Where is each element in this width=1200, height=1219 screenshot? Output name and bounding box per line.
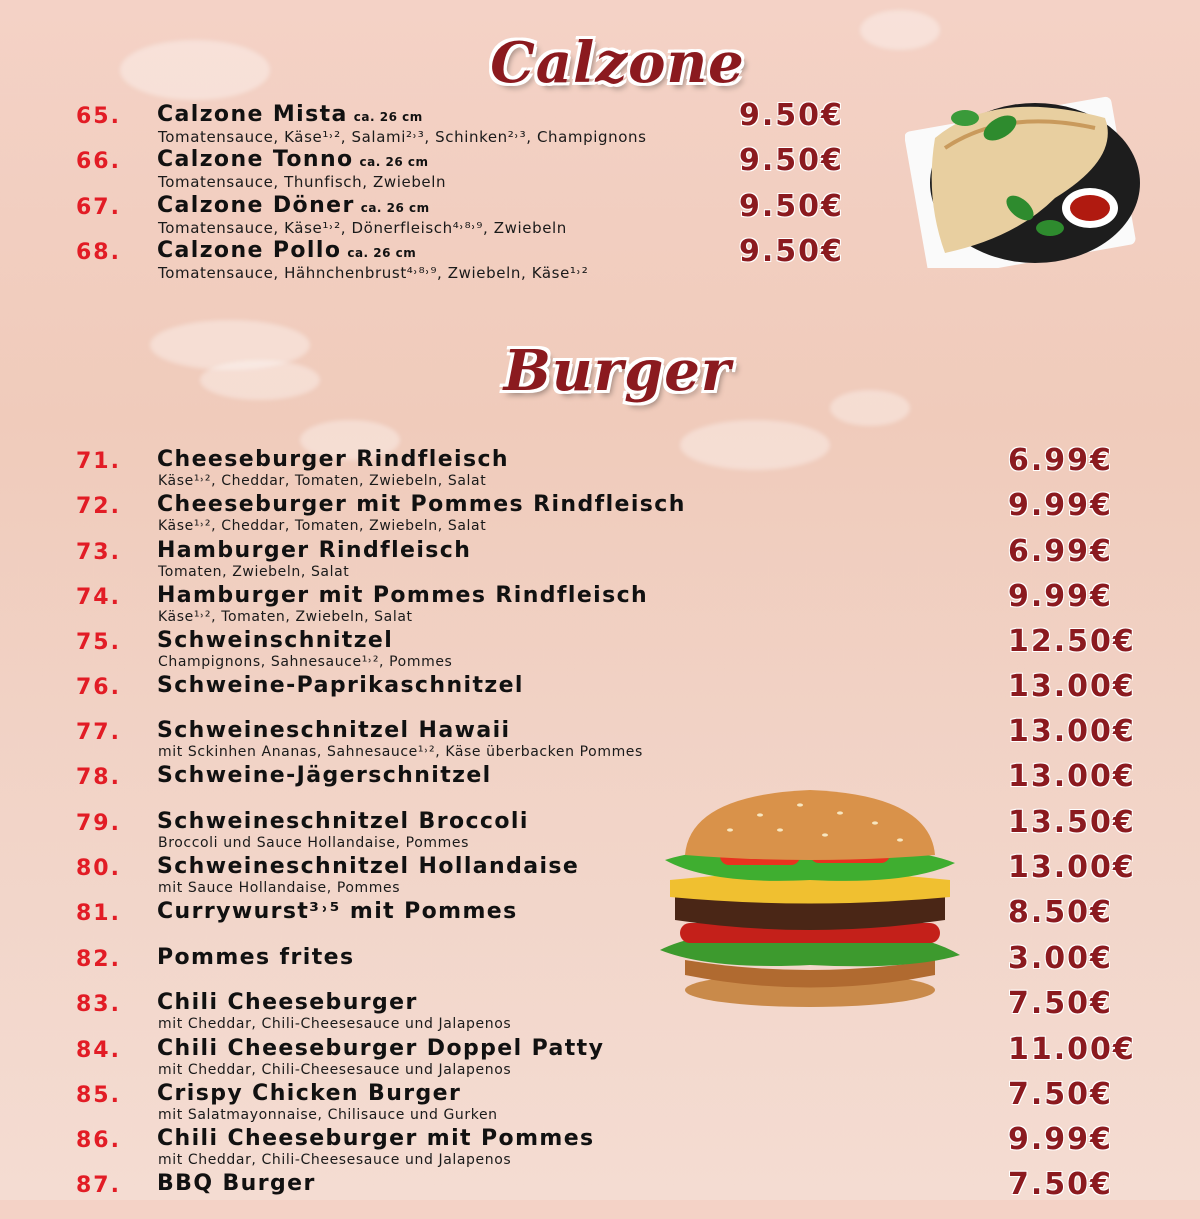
item-name-text: Calzone Mista: [157, 102, 348, 127]
item-name: [157, 763, 492, 788]
item-number: 73.: [76, 540, 121, 565]
item-name-text: Schweineschnitzel Broccoli: [157, 809, 529, 834]
item-name: [157, 673, 524, 698]
item-price: 7.50€: [1008, 1077, 1113, 1112]
item-price: 13.50€: [1008, 805, 1136, 840]
item-name: [157, 809, 529, 834]
item-price: 13.00€: [1008, 759, 1136, 794]
item-name: [157, 538, 471, 563]
item-name-text: Schweineschnitzel Hollandaise: [157, 854, 580, 879]
item-name-text: Cheeseburger mit Pommes Rindfleisch: [157, 492, 686, 517]
item-description: mit Cheddar, Chili-Cheesesauce und Jalapenos: [158, 1016, 512, 1032]
item-price: 9.50€: [739, 98, 844, 133]
item-description: Tomaten, Zwiebeln, Salat: [158, 564, 350, 580]
item-name-text: Pommes frites: [157, 945, 355, 970]
item-description: Käse¹˒², Cheddar, Tomaten, Zwiebeln, Salat: [158, 518, 487, 534]
item-number: 81.: [76, 901, 121, 926]
item-number: 67.: [76, 195, 121, 220]
item-name: [157, 718, 510, 743]
item-price: 7.50€: [1008, 986, 1113, 1021]
item-number: 65.: [76, 104, 121, 129]
item-size: ca. 26 cm: [353, 110, 423, 124]
item-description: mit Cheddar, Chili-Cheesesauce und Jalapenos: [158, 1152, 512, 1168]
item-number: 86.: [76, 1128, 121, 1153]
item-number: 71.: [76, 449, 121, 474]
item-number: 85.: [76, 1083, 121, 1108]
item-name: [157, 1171, 316, 1196]
item-description: Tomatensauce, Thunfisch, Zwiebeln: [158, 173, 447, 191]
item-price: 9.50€: [739, 189, 844, 224]
item-number: 80.: [76, 856, 121, 881]
item-price: 11.00€: [1008, 1032, 1136, 1067]
item-number: 74.: [76, 585, 121, 610]
item-description: Tomatensauce, Käse¹˒², Salami²˒³, Schinken²˒³, Champignons: [158, 128, 647, 146]
item-price: 3.00€: [1008, 941, 1113, 976]
menu-item-row: [0, 1167, 1200, 1219]
item-description: Tomatensauce, Hähnchenbrust⁴˒⁸˒⁹, Zwiebeln, Käse¹˒²: [158, 264, 589, 282]
item-price: 9.50€: [739, 234, 844, 269]
item-name-text: Chili Cheeseburger mit Pommes: [157, 1126, 595, 1151]
item-name-text: Calzone Döner: [157, 193, 355, 218]
item-number: 75.: [76, 630, 121, 655]
item-description: Käse¹˒², Cheddar, Tomaten, Zwiebeln, Salat: [158, 473, 487, 489]
item-price: 7.50€: [1008, 1167, 1113, 1202]
item-name-text: Currywurst³˒⁵ mit Pommes: [157, 899, 518, 924]
item-name-text: Schweine-Jägerschnitzel: [157, 763, 492, 788]
item-number: 87.: [76, 1173, 121, 1198]
item-number: 78.: [76, 765, 121, 790]
item-price: 9.99€: [1008, 488, 1113, 523]
item-price: 8.50€: [1008, 895, 1113, 930]
item-price: 9.99€: [1008, 1122, 1113, 1157]
item-description: mit Cheddar, Chili-Cheesesauce und Jalapenos: [158, 1062, 512, 1078]
item-number: 79.: [76, 811, 121, 836]
item-name: [157, 990, 418, 1015]
item-number: 84.: [76, 1038, 121, 1063]
item-price: 9.99€: [1008, 579, 1113, 614]
item-price: 13.00€: [1008, 714, 1136, 749]
item-name: [157, 899, 518, 924]
item-name-text: Calzone Pollo: [157, 238, 342, 263]
item-name: [157, 147, 428, 172]
item-description: Broccoli und Sauce Hollandaise, Pommes: [158, 835, 469, 851]
item-price: 6.99€: [1008, 443, 1113, 478]
item-price: 12.50€: [1008, 624, 1136, 659]
item-number: 83.: [76, 992, 121, 1017]
item-number: 72.: [76, 494, 121, 519]
item-name: [157, 102, 423, 127]
item-number: 76.: [76, 675, 121, 700]
item-size: ca. 26 cm: [359, 155, 429, 169]
item-name: [157, 1036, 604, 1061]
item-name-text: Schweineschnitzel Hawaii: [157, 718, 511, 743]
item-name: [157, 193, 430, 218]
item-number: 66.: [76, 149, 121, 174]
item-name: [157, 583, 648, 608]
item-price: 6.99€: [1008, 534, 1113, 569]
burger-photo: [650, 785, 970, 1010]
item-name: [157, 854, 579, 879]
item-name-text: Schweine-Paprikaschnitzel: [157, 673, 524, 698]
item-price: 9.50€: [739, 143, 844, 178]
calzone-photo: [905, 78, 1140, 268]
item-name: [157, 945, 354, 970]
item-name-text: Chili Cheeseburger: [157, 990, 418, 1015]
item-name: [157, 628, 393, 653]
item-name-text: Chili Cheeseburger Doppel Patty: [157, 1036, 605, 1061]
item-name: [157, 1126, 595, 1151]
item-size: ca. 26 cm: [347, 246, 417, 260]
calzone-section-title: Calzone: [490, 30, 745, 96]
item-size: ca. 26 cm: [360, 201, 430, 215]
item-description: mit Sckinhen Ananas, Sahnesauce¹˒², Käse überbacken Pommes: [158, 744, 643, 760]
item-description: Champignons, Sahnesauce¹˒², Pommes: [158, 654, 453, 670]
item-name-text: Schweinschnitzel: [157, 628, 394, 653]
burger-section-title: Burger: [503, 338, 732, 404]
item-price: 13.00€: [1008, 850, 1136, 885]
item-name-text: Calzone Tonno: [157, 147, 354, 172]
item-description: mit Salatmayonnaise, Chilisauce und Gurken: [158, 1107, 498, 1123]
item-description: Käse¹˒², Tomaten, Zwiebeln, Salat: [158, 609, 413, 625]
item-name-text: BBQ Burger: [157, 1171, 316, 1196]
item-description: Tomatensauce, Käse¹˒², Dönerfleisch⁴˒⁸˒⁹, Zwiebeln: [158, 219, 567, 237]
item-name-text: Cheeseburger Rindfleisch: [157, 447, 509, 472]
item-name: [157, 447, 509, 472]
item-description: mit Sauce Hollandaise, Pommes: [158, 880, 401, 896]
item-name: [157, 1081, 461, 1106]
item-price: 13.00€: [1008, 669, 1136, 704]
item-name-text: Hamburger Rindfleisch: [157, 538, 472, 563]
item-number: 68.: [76, 240, 121, 265]
item-name-text: Crispy Chicken Burger: [157, 1081, 462, 1106]
item-name-text: Hamburger mit Pommes Rindfleisch: [157, 583, 649, 608]
item-name: [157, 238, 416, 263]
item-number: 77.: [76, 720, 121, 745]
item-name: [157, 492, 686, 517]
item-number: 82.: [76, 947, 121, 972]
